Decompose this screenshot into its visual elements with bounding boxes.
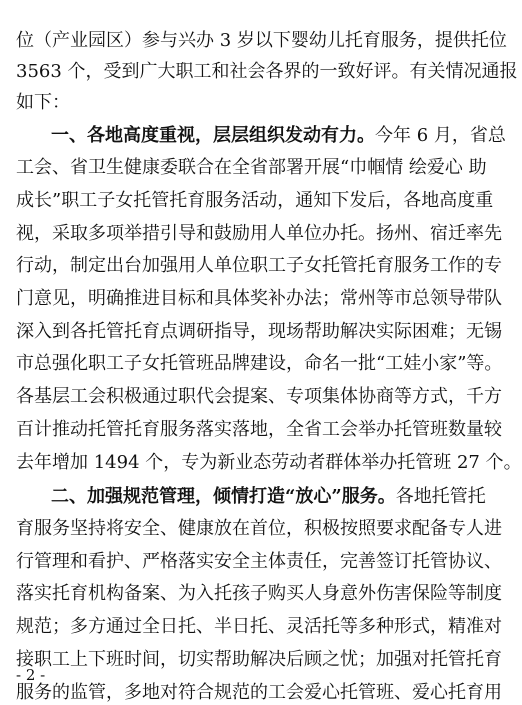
- body-text: 如下：: [16, 92, 70, 113]
- body-text: 行动，制定出台加强用人单位职工子女托管托育服务工作的专: [16, 255, 502, 276]
- body-text: 百计推动托管托育服务落实落地，全省工会举办托管班数量较: [16, 419, 502, 440]
- body-line-9: [16, 287, 502, 311]
- body-text: 成长”职工子女托管托育服务活动，通知下发后，各地高度重: [16, 190, 494, 211]
- body-text: 市总强化职工子女托管班品牌建设，命名一批“工娃小家”等。: [16, 353, 503, 374]
- body-line-19: [16, 615, 502, 639]
- body-line-13: [16, 418, 502, 442]
- page-number: - 2 -: [16, 666, 46, 684]
- body-line-12: [16, 385, 502, 409]
- body-text: 行管理和看护、严格落实安全主体责任，完善签订托管协议、: [16, 551, 502, 572]
- body-line-2: [16, 60, 518, 84]
- body-text: 今年 6 月，省总: [375, 125, 506, 146]
- body-line-8: [16, 254, 502, 278]
- body-line-20: [16, 648, 502, 672]
- body-text: 各基层工会积极通过职代会提案、专项集体协商等方式，千方: [16, 386, 502, 407]
- body-text: 视，采取多项举措引导和鼓励用人单位办托。扬州、宿迁率先: [16, 223, 502, 244]
- body-text: 服务的监管，多地对符合规范的工会爱心托管班、爱心托育用: [16, 682, 502, 703]
- body-text: 3563 个，受到广大职工和社会各界的一致好评。有关情况通报: [16, 61, 518, 82]
- body-text: 规范；多方通过全日托、半日托、灵活托等多种形式，精准对: [16, 616, 502, 637]
- section-heading-2: 二、加强规范管理，倾情打造“放心”服务。: [51, 486, 396, 507]
- section-heading-1: 一、各地高度重视，层层组织发动有力。: [51, 125, 375, 146]
- body-line-17: [16, 550, 502, 574]
- body-text: 落实托育机构备案、为入托孩子购买人身意外伤害保险等制度: [16, 583, 502, 604]
- body-line-5: [16, 156, 487, 180]
- body-line-10: [16, 320, 502, 344]
- body-line-7: [16, 222, 502, 246]
- body-line-11: [16, 352, 503, 376]
- body-text: 去年增加 1494 个，专为新业态劳动者群体举办托管班 27 个。: [16, 452, 522, 473]
- body-text: 工会、省卫生健康委联合在全省部署开展“巾帼情 绘爱心 助: [16, 157, 487, 178]
- body-text: 接职工上下班时间，切实帮助解决后顾之忧；加强对托管托育: [16, 649, 502, 670]
- section-heading-2-line: [51, 485, 486, 509]
- body-line-1: [16, 29, 507, 53]
- body-text: 育服务坚持将安全、健康放在首位，积极按照要求配备专人进: [16, 518, 502, 539]
- body-line-21: [16, 681, 502, 705]
- body-text: 深入到各托管托育点调研指导，现场帮助解决实际困难；无锡: [16, 321, 502, 342]
- section-heading-1-line: [51, 124, 506, 148]
- body-line-18: [16, 582, 502, 606]
- body-text: 位（产业园区）参与兴办 3 岁以下婴幼儿托育服务，提供托位: [16, 30, 507, 51]
- body-line-6: [16, 189, 494, 213]
- body-text: 门意见，明确推进目标和具体奖补办法；常州等市总领导带队: [16, 288, 502, 309]
- body-text: 各地托管托: [395, 486, 486, 507]
- body-line-14: [16, 451, 522, 475]
- body-line-16: [16, 517, 502, 541]
- body-line-3: [16, 91, 453, 115]
